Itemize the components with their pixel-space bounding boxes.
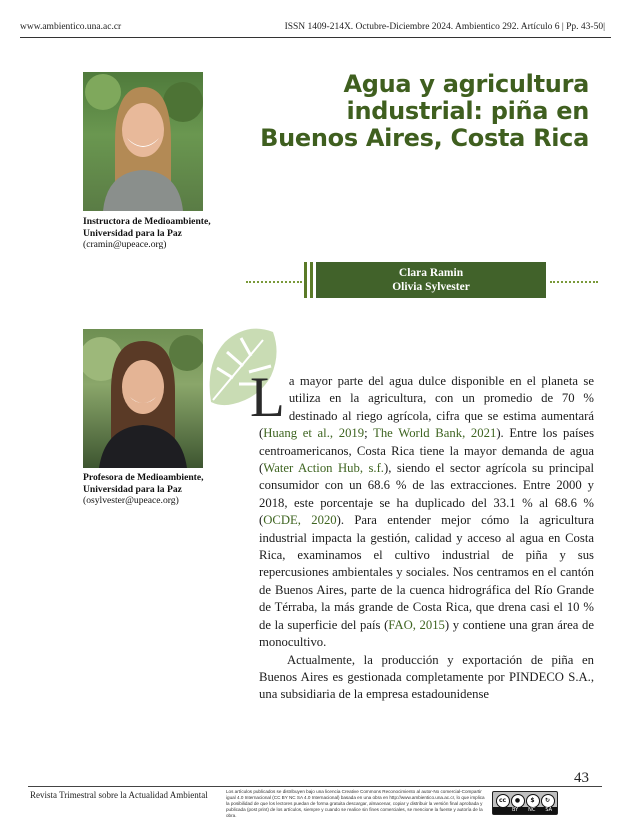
article-body bbox=[250, 366, 595, 704]
footer-divider bbox=[28, 786, 602, 787]
author-bio-1 bbox=[83, 216, 223, 251]
drop-cap: L bbox=[250, 366, 285, 429]
citation-link[interactable]: OCDE, 2020 bbox=[263, 513, 337, 528]
author-photo-2 bbox=[83, 329, 203, 468]
license-text: Los artículos publicados se distribuyen bajo una licencia Creative Commons Reconocimiento al autor-No comercial-Compartir igual 4.0 Internacional (CC BY NC SA 4.0 Internacional) basada en una obra en http://www.ambientico.una.ac.cr, lo que implica la posibilidad de que los lectores puedan de forma gratuita descargar, almacenar, copiar y distribuir la versión final aprobada y publicada (post print) de los artículos, siempre y cuando se realice sin fines comerciales, se mencione la fuente y autoría de la obra. bbox=[226, 789, 485, 818]
header-divider bbox=[20, 37, 611, 38]
author-name-1: Clara Ramin bbox=[398, 267, 464, 279]
header-website: www.ambientico.una.ac.cr bbox=[20, 22, 122, 32]
author-role-1: Instructora de Medioambiente, Universidad para la Paz bbox=[83, 216, 211, 239]
author-role-2: Profesora de Medioambiente, Universidad para la Paz bbox=[83, 472, 204, 495]
article-title: Agua y agricultura industrial: piña en Buenos Aires, Costa Rica bbox=[260, 70, 589, 152]
cc-icon: cc bbox=[496, 794, 510, 808]
citation-link[interactable]: The World Bank, 2021 bbox=[373, 426, 497, 441]
author-bio-2 bbox=[83, 472, 223, 507]
author-banner bbox=[246, 262, 598, 298]
citation-link[interactable]: Huang et al., 2019 bbox=[263, 426, 365, 441]
paragraph-1: La mayor parte del agua dulce disponible en el planeta se utiliza en la agricultura, con un promedio de 70 % destinado al riego agrícola, cifra que se estima aumentará (Huang et al., 2019; The World Bank, 2021). Entre los países centroamericanos, Costa Rica tiene la mayor demanda de agua (Water Action Hub, s.f.), siendo el sector agrícola su principal consumidor con un 68.6 % de las extracciones. Entre 2000 y 2018, este porcentaje se ha duplicado del 33.1 % al 68.6 % (OCDE, 2020). Para entender mejor cómo la agricultura industrial impacta la gestión, calidad y acceso al agua en Costa Rica, examinamos el cultivo industrial de piña y sus repercusiones ambientales y sociales. Nos centramos en el cantón de Buenos Aires, parte de la cuenca hidrográfica del Río Grande de Térraba, la más grande de Costa Rica, que drena casi el 10 % de la superficie del país (FAO, 2015) y contiene una gran área de monocultivo. bbox=[250, 366, 595, 650]
journal-name: Revista Trimestral sobre la Actualidad Ambiental bbox=[30, 790, 208, 800]
banner-bar bbox=[304, 262, 307, 298]
header-issn: ISSN 1409-214X. Octubre-Diciembre 2024. Ambientico 292. Artículo 6 | Pp. 43-50| bbox=[284, 22, 605, 32]
noncommercial-icon: $ bbox=[526, 794, 540, 808]
author-name-2: Olivia Sylvester bbox=[392, 281, 470, 293]
author-portrait-1-image bbox=[83, 72, 203, 211]
author-names-box bbox=[316, 262, 546, 298]
sharealike-icon: ↻ bbox=[541, 794, 555, 808]
attribution-icon: ● bbox=[511, 794, 525, 808]
author-email-1: (cramin@upeace.org) bbox=[83, 239, 167, 250]
author-portrait-2-image bbox=[83, 329, 203, 468]
cc-label-nc: NC bbox=[528, 807, 536, 813]
creative-commons-badge[interactable] bbox=[492, 791, 558, 815]
page-number: 43 bbox=[574, 770, 589, 786]
cc-label-sa: SA bbox=[545, 807, 553, 813]
citation-link[interactable]: Water Action Hub, s.f. bbox=[263, 461, 384, 476]
dotted-rule-right bbox=[550, 281, 598, 283]
paragraph-2: Actualmente, la producción y exportación de piña en Buenos Aires es gestionada completamente por PINDECO S.A., una subsidiaria de la empresa estadounidense bbox=[259, 652, 594, 702]
author-photo-1 bbox=[83, 72, 203, 211]
banner-bar bbox=[310, 262, 313, 298]
dotted-rule-left bbox=[246, 281, 302, 283]
author-email-2: (osylvester@upeace.org) bbox=[83, 495, 179, 506]
citation-link[interactable]: FAO, 2015 bbox=[388, 617, 445, 632]
cc-label-by: BY bbox=[511, 807, 519, 813]
